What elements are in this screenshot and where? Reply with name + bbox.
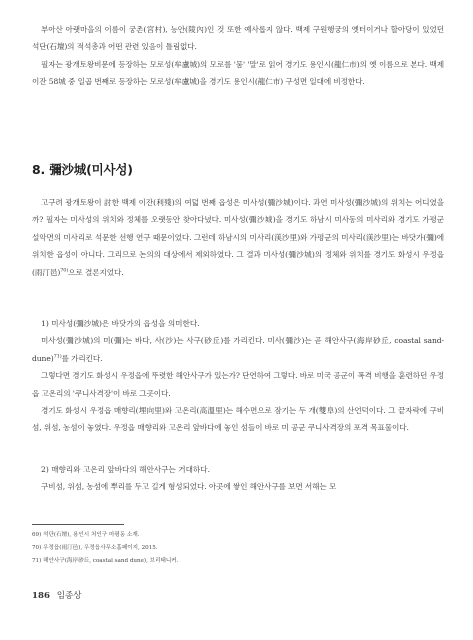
body-section — [32, 194, 444, 281]
item-2-paragraph: 구비섬, 위섬, 농섬에 뿌리를 두고 길게 형성되었다. 아곳에 쌓인 해안사구를 보면 서해는 모 — [41, 482, 337, 492]
page-number: 186 — [32, 591, 50, 601]
body-paragraph-text: 고구려 광개토왕이 討한 백제 이잔(利殘)의 여덟 번째 읍성은 미사성(彌沙城)이다. 과연 미사성(彌沙城)의 위치는 어디였을까? 필자는 미사성의 위치와 정체를 오랫동안 찾아다녔다. 미사성(彌沙城)을 경기도 하남시 미사동의 미사리와 경기도 가평군 설악면의 미사리로 석문한 선행 연구 때문이었다. 그런데 하남시의 미사리(渼沙里)와 가평군의 미사리(渼沙里)는 바닷가(彌)에 위치한 읍성이 아니다. 그리므로 논의의 대상에서 제외하였다. 그 결과 미사성(彌沙城)의 정체와 위치를 경기도 화성시 우정읍(雨汀邑) — [32, 198, 444, 277]
item-1-text-a: 미사성(彌沙城)의 미(彌)는 바다, 사(沙)는 사구(砂丘)를 가리킨다. 미사(彌沙)는 곧 해안사구(海岸砂丘, coastal sand-dune) — [32, 336, 444, 363]
footnote-69: 69) 석단(石壇), 용인시 처인구 마평동 소재. — [32, 532, 140, 538]
footnote-divider — [32, 524, 124, 525]
item-1-section — [32, 315, 444, 437]
footnote-ref-71: 71) — [53, 353, 62, 360]
section-heading: 8. 彌沙城(미사성) — [32, 162, 133, 177]
page-folio — [32, 589, 82, 601]
footnote-70: 70) 우정읍(雨汀邑), 우정읍사무소홈페이지, 2015. — [32, 545, 158, 551]
intro-paragraph-1: 부아산 아랫마을의 이름이 궁촌(宮村), 능안(陵內)인 것 또한 예사롭지 않다. 백제 구원행궁의 옛터이거나 할아당이 있었던 석단(石壇)의 적석총과 어떤 관련 있음이 틀림없다. — [32, 25, 444, 52]
footnote-ref-70: 70) — [60, 267, 69, 274]
item-1-paragraph-1 — [32, 332, 444, 367]
body-paragraph-tail: 으로 결론지었다. — [68, 267, 124, 277]
footnote-71: 71) 해안사구(海岸砂丘, coastal sand dune), 브리태니커. — [32, 558, 179, 564]
item-2-section — [32, 461, 444, 496]
intro-section — [32, 21, 444, 91]
item-1-text-b: 를 가리킨다. — [61, 353, 103, 363]
item-1-title: 1) 미사성(彌沙城)은 바닷가의 읍성을 의미한다. — [41, 319, 200, 328]
intro-paragraph-2: 필자는 광개토왕비문에 등장하는 모로성(牟盧城)의 모로를 '뭄' '말'로 읽어 경기도 용인시(龍仁市)의 옛 이름으로 본다. 백제 이잔 58城 중 일곱 번째로 등장하는 모로성(牟盧城)을 경기도 용인시(龍仁市) 구성면 일대에 비정한다. — [32, 59, 444, 87]
item-1-paragraph-3: 경기도 화성시 우정읍 매향리(埋向里)와 고온리(高溫里)는 해수면으로 잠기는 두 개(雙阜)의 산언덕이다. 그 끝자락에 구비섬, 위섬, 농섬이 놓였다. 우정읍 매향리와 고온리 앞바다에 놓인 섬들이 바로 미 공군 쿠니사격장의 포격 목표물이다. — [32, 406, 444, 433]
item-1-paragraph-2: 그렇다면 경기도 화성시 우정읍에 뚜렷한 해안사구가 있는가? 단연하여 그렇다. 바로 미국 공군이 폭격 비행을 훈련하던 우정읍 고온리의 '쿠니사격장'이 바로 그곳이다. — [32, 371, 444, 398]
item-2-title: 2) 매향리와 고온리 앞바다의 해안사구는 거대하다. — [41, 465, 210, 474]
author-name: 임종상 — [56, 591, 82, 601]
body-paragraph — [32, 194, 444, 281]
